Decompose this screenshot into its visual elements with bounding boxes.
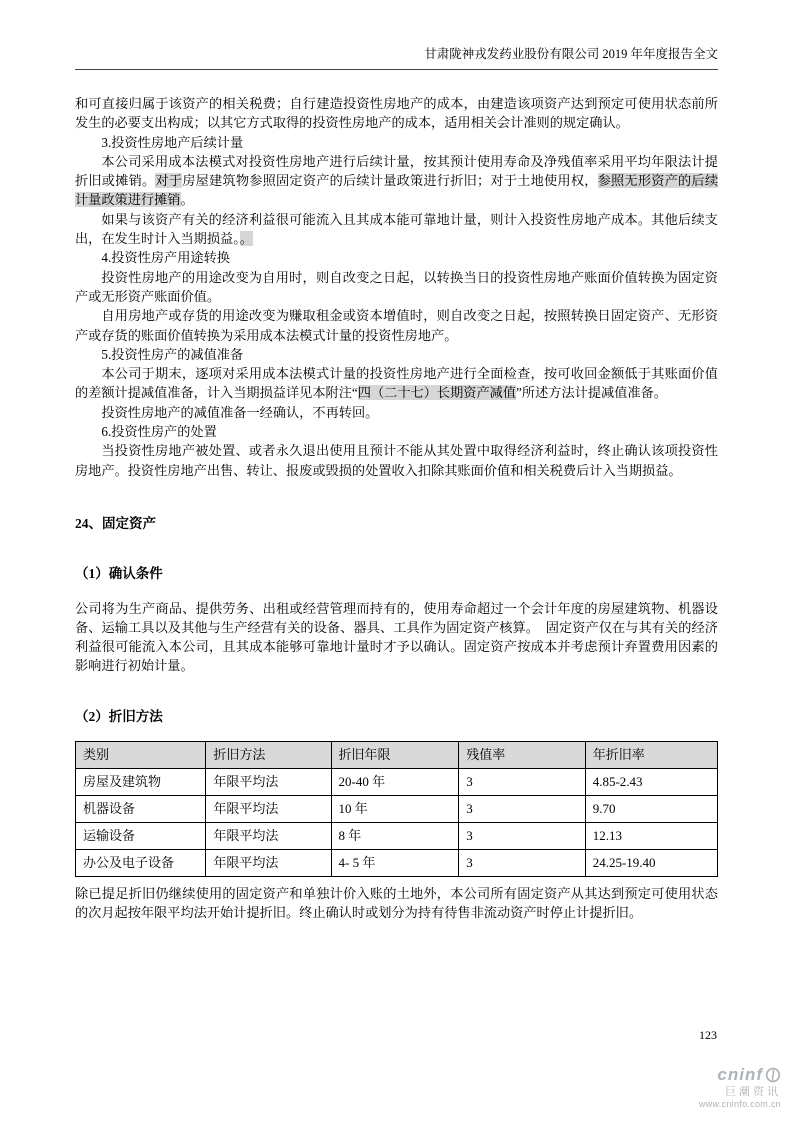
table-cell: 3 xyxy=(459,796,585,823)
table-cell: 3 xyxy=(459,769,585,796)
table-cell: 8 年 xyxy=(331,823,459,850)
subsection-title-recognition: （1）确认条件 xyxy=(75,566,163,582)
table-row xyxy=(76,850,718,877)
table-body xyxy=(76,769,718,877)
paragraph: 3.投资性房地产后续计量 xyxy=(101,134,244,150)
paragraph: 自用房地产或存货的用途改变为赚取租金或资本增值时，则自改变之日起，按照转换日固定资产、无形资产或存货的账面价值转换为采用成本法模式计量的投资性房地产。 xyxy=(75,308,718,343)
paragraphs-container xyxy=(75,94,718,480)
page-number: 123 xyxy=(699,1028,717,1042)
paragraph: 本公司采用成本法模式对投资性房地产进行后续计量，按其预计使用寿命及净残值率采用平均年限法计提折旧或摊销。对于房屋建筑物参照固定资产的后续计量政策进行折旧；对于土地使用权，参照无形资产的后续计量政策进行摊销。 xyxy=(75,153,719,208)
table-cell: 运输设备 xyxy=(76,823,206,850)
cninfo-logo-top xyxy=(699,1065,781,1085)
table-header-cell: 残值率 xyxy=(459,742,585,769)
subsection-title-depreciation: （2）折旧方法 xyxy=(75,708,163,724)
table-cell: 20-40 年 xyxy=(331,769,459,796)
paragraph: 4.投资性房产用途转换 xyxy=(101,250,230,266)
cninfo-logo-icon xyxy=(765,1067,781,1083)
table-cell: 3 xyxy=(459,823,585,850)
table-cell: 年限平均法 xyxy=(206,796,331,823)
table-header-cell: 折旧年限 xyxy=(331,742,459,769)
table-cell: 机器设备 xyxy=(76,796,206,823)
paragraph: 当投资性房地产被处置、或者永久退出使用且预计不能从其处置中取得经济利益时，终止确认该项投资性房地产。投资性房地产出售、转让、报废或毁损的处置收入扣除其账面价值和相关税费后计入当期损益。 xyxy=(75,443,718,478)
table-cell: 4.85-2.43 xyxy=(585,769,717,796)
table-row xyxy=(76,823,718,850)
paragraph: 6.投资性房产的处置 xyxy=(101,424,217,440)
document-header xyxy=(75,46,718,70)
table-cell: 9.70 xyxy=(585,796,717,823)
cninfo-brand-text: 巨潮资讯 xyxy=(725,1086,781,1099)
table-cell: 24.25-19.40 xyxy=(585,850,717,877)
header-title: 甘肃陇神戎发药业股份有限公司 2019 年年度报告全文 xyxy=(424,47,718,61)
table-cell: 年限平均法 xyxy=(206,769,331,796)
table-cell: 年限平均法 xyxy=(206,823,331,850)
paragraph: 如果与该资产有关的经济利益很可能流入且其成本能可靠地计量，则计入投资性房地产成本。其他后续支出，在发生时计入当期损益。。 xyxy=(75,211,718,247)
cninfo-logo xyxy=(699,1065,781,1109)
cninfo-url-text: www.cninfo.com.cn xyxy=(698,1098,781,1109)
table-row xyxy=(76,769,718,796)
table-cell: 4- 5 年 xyxy=(331,850,459,877)
cninfo-logo-text: cninf xyxy=(717,1065,763,1085)
document-body xyxy=(75,94,718,923)
paragraph: 和可直接归属于该资产的相关税费；自行建造投资性房地产的成本，由建造该项资产达到预定可使用状态前所发生的必要支出构成；以其它方式取得的投资性房地产的成本，适用相关会计准则的规定确认。 xyxy=(75,96,718,131)
table-cell: 办公及电子设备 xyxy=(76,850,206,877)
recognition-paragraph: 公司将为生产商品、提供劳务、出租或经营管理而持有的，使用寿命超过一个会计年度的房屋建筑物、机器设备、运输工具以及其他与生产经营有关的设备、器具、工具作为固定资产核算。 固定资产仅在与其有关的经济利益很可能流入本公司，且其成本能够可靠地计量时才予以确认。固定资产按成本并考虑预计弃置费用因素的影响进行初始计量。 xyxy=(75,600,718,674)
table-cell: 年限平均法 xyxy=(206,850,331,877)
table-row xyxy=(76,796,718,823)
paragraph: 5.投资性房产的减值准备 xyxy=(101,346,244,362)
table-cell: 房屋及建筑物 xyxy=(76,769,206,796)
table-cell: 10 年 xyxy=(331,796,459,823)
table-header-cell: 折旧方法 xyxy=(206,742,331,769)
paragraph: 投资性房地产的用途改变为自用时，则自改变之日起，以转换当日的投资性房地产账面价值转换为固定资产或无形资产账面价值。 xyxy=(75,269,718,304)
table-header-row xyxy=(76,742,718,769)
paragraph: 投资性房地产的减值准备一经确认，不再转回。 xyxy=(101,404,379,420)
after-table-paragraph: 除已提足折旧仍继续使用的固定资产和单独计价入账的土地外，本公司所有固定资产从其达到预定可使用状态的次月起按年限平均法开始计提折旧。终止确认时或划分为持有待售非流动资产时停止计提折旧。 xyxy=(75,886,718,921)
table-cell: 3 xyxy=(459,850,585,877)
highlighted-text: 参照无形资产的后续计量政策进行摊销 xyxy=(75,173,719,208)
highlighted-text: 。 xyxy=(239,231,254,247)
table-header-cell: 年折旧率 xyxy=(585,742,717,769)
table-cell: 12.13 xyxy=(585,823,717,850)
depreciation-table xyxy=(75,741,718,877)
highlighted-text: 四（二十七）长期资产减值 xyxy=(357,385,517,401)
table-header-cell: 类别 xyxy=(76,742,206,769)
paragraph: 本公司于期末，逐项对采用成本法模式计量的投资性房地产进行全面检查，按可收回金额低于其账面价值的差额计提减值准备，计入当期损益详见本附注“四（二十七）长期资产减值”所述方法计提减值准备。 xyxy=(75,366,718,401)
section-title-fixed-assets: 24、固定资产 xyxy=(75,515,156,531)
highlighted-text: 对于 xyxy=(155,173,183,189)
